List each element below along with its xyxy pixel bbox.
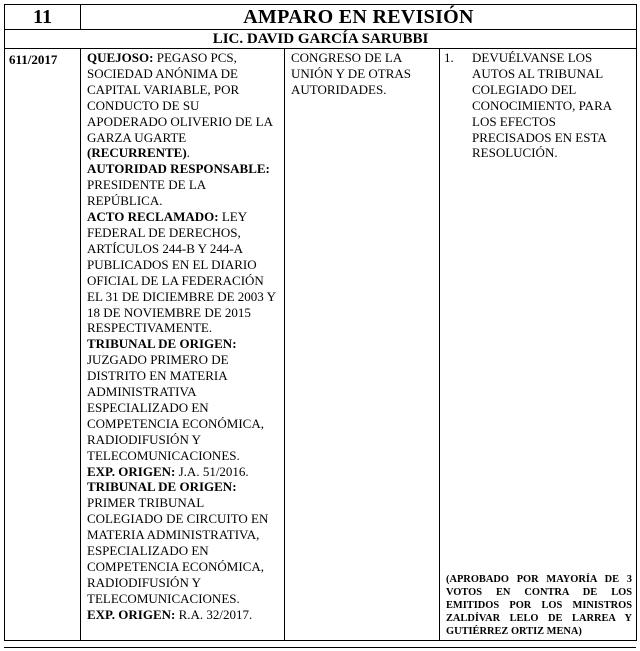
- exp1-label: EXP. ORIGEN:: [87, 463, 176, 479]
- page-bottom-rule: [4, 647, 636, 648]
- tribunal2-label: TRIBUNAL DE ORIGEN:: [87, 479, 237, 495]
- session-list-table: [4, 4, 637, 641]
- minister-name: LIC. DAVID GARCÍA SARUBBI: [5, 30, 637, 49]
- exp1-text: J.A. 51/2016.: [178, 463, 249, 479]
- matter-title: AMPARO EN REVISIÓN: [81, 5, 637, 30]
- resolution-text: DEVUÉLVANSE LOS AUTOS AL TRIBUNAL COLEGIADO DEL CONOCIMIENTO, PARA LOS EFECTOS PRECISADOS EN ESTA RESOLUCIÓN.: [472, 50, 612, 161]
- quejoso-label: QUEJOSO:: [87, 50, 154, 65]
- tribunal1-label: TRIBUNAL DE ORIGEN:: [87, 336, 237, 352]
- minister-row: [5, 30, 637, 49]
- resolution-item: [444, 50, 630, 161]
- vote-note: (APROBADO POR MAYORÍA DE 3 VOTOS EN CONTRA DE LOS EMITIDOS POR LOS MINISTROS ZALDÍVAR LELO DE LARREA Y GUTIÉRREZ ORTIZ MENA): [446, 574, 632, 637]
- exp2-label: EXP. ORIGEN:: [87, 606, 176, 622]
- resolution-cell: [440, 49, 637, 641]
- autoridad-text: PRESIDENTE DE LA REPÚBLICA.: [87, 177, 206, 209]
- tribunal2-text: PRIMER TRIBUNAL COLEGIADO DE CIRCUITO EN MATERIA ADMINISTRATIVA, ESPECIALIZADO EN COMPETENCIA ECONÓMICA, RADIODIFUSIÓN Y TELECOMUNICACIONES.: [87, 495, 269, 606]
- case-number: 611/2017: [5, 49, 81, 641]
- item-number: 11: [5, 5, 81, 30]
- recurrente-label: (RECURRENTE): [87, 145, 187, 161]
- case-row: [5, 49, 637, 641]
- acto-text: LEY FEDERAL DE DERECHOS, ARTÍCULOS 244-B Y 244-A PUBLICADOS EN EL DIARIO OFICIAL DE LA FEDERACIÓN EL 31 DE DICIEMBRE DE 2003 Y 18 DE NOVIEMBRE DE 2015 RESPECTIVAMENTE.: [87, 209, 276, 336]
- responsible-authorities: CONGRESO DE LA UNIÓN Y DE OTRAS AUTORIDADES.: [285, 49, 440, 641]
- quejoso-text: PEGASO PCS, SOCIEDAD ANÓNIMA DE CAPITAL VARIABLE, POR CONDUCTO DE SU APODERADO OLIVERIO DE LA GARZA UGARTE: [87, 50, 273, 145]
- header-row: [5, 5, 637, 30]
- autoridad-label: AUTORIDAD RESPONSABLE:: [87, 161, 270, 177]
- tribunal1-text: JUZGADO PRIMERO DE DISTRITO EN MATERIA ADMINISTRATIVA ESPECIALIZADO EN COMPETENCIA ECONÓMICA, RADIODIFUSIÓN Y TELECOMUNICACIONES.: [87, 352, 264, 463]
- resolution-number: 1.: [444, 50, 454, 65]
- exp2-text: R.A. 32/2017.: [178, 606, 253, 622]
- acto-label: ACTO RECLAMADO:: [87, 209, 219, 225]
- case-description: QUEJOSO: PEGASO PCS, SOCIEDAD ANÓNIMA DE CAPITAL VARIABLE, POR CONDUCTO DE SU APODERADO OLIVERIO DE LA GARZA UGARTE (RECURRENTE). AUTORIDAD RESPONSABLE: PRESIDENTE DE LA REPÚBLICA. ACTO RECLAMADO: LEY FEDERAL DE DERECHOS, ARTÍCULOS 244-B Y 244-A PUBLICADOS EN EL DIARIO OFICIAL DE LA FEDERACIÓN EL 31 DE DICIEMBRE DE 2003 Y 18 DE NOVIEMBRE DE 2015 RESPECTIVAMENTE. TRIBUNAL DE ORIGEN: JUZGADO PRIMERO DE DISTRITO EN MATERIA ADMINISTRATIVA ESPECIALIZADO EN COMPETENCIA ECONÓMICA, RADIODIFUSIÓN Y TELECOMUNICACIONES. EXP. ORIGEN: J.A. 51/2016. TRIBUNAL DE ORIGEN: PRIMER TRIBUNAL COLEGIADO DE CIRCUITO EN MATERIA ADMINISTRATIVA, ESPECIALIZADO EN COMPETENCIA ECONÓMICA, RADIODIFUSIÓN Y TELECOMUNICACIONES. EXP. ORIGEN: R.A. 32/2017.: [81, 49, 285, 641]
